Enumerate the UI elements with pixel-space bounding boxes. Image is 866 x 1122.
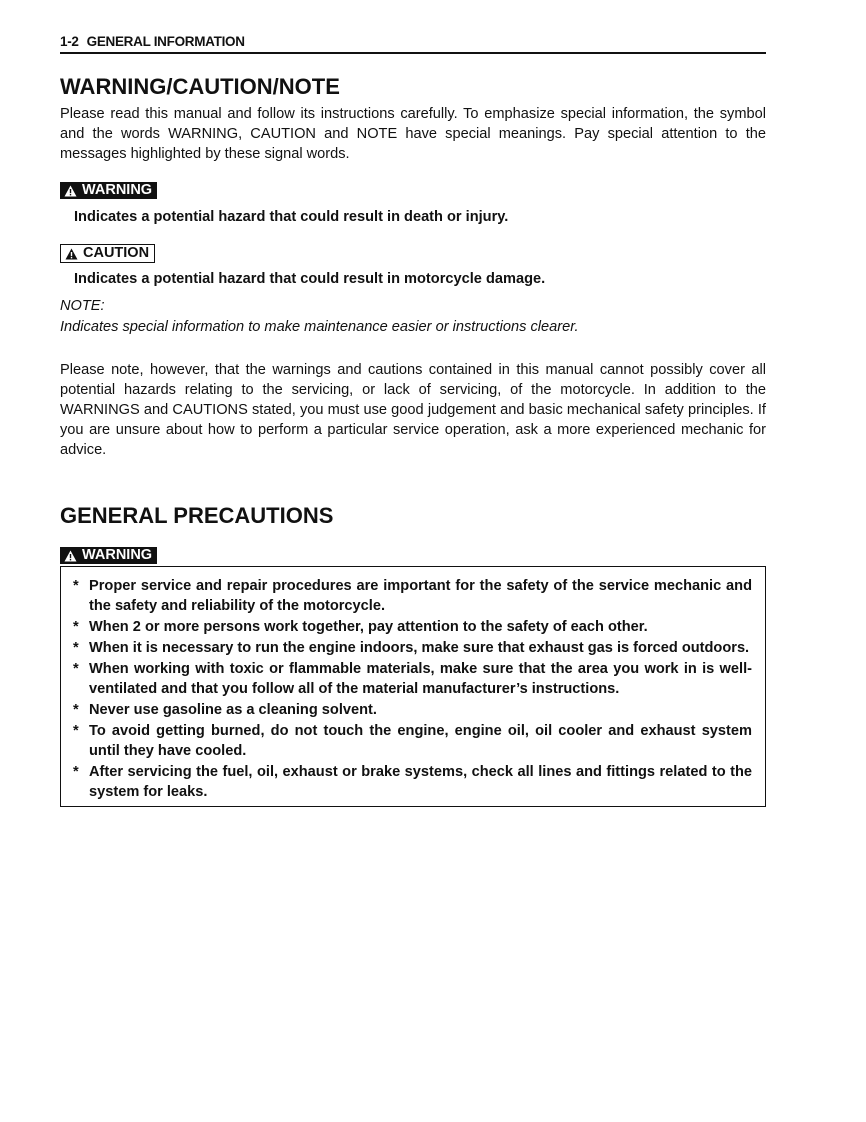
list-item bbox=[73, 638, 752, 658]
list-item bbox=[73, 721, 752, 761]
bullet-asterisk: * bbox=[73, 661, 79, 677]
warning-caution-note-title: WARNING/CAUTION/NOTE bbox=[60, 74, 340, 99]
caution-description: Indicates a potential hazard that could result in motorcycle damage. bbox=[74, 271, 546, 287]
page-number: 1-2 bbox=[60, 34, 79, 49]
bullet-asterisk: * bbox=[73, 723, 79, 739]
bullet-asterisk: * bbox=[73, 702, 79, 718]
list-item bbox=[73, 617, 752, 637]
section-name: GENERAL INFORMATION bbox=[86, 34, 245, 49]
list-item-text: When 2 or more persons work together, pay attention to the safety of each other. bbox=[89, 619, 648, 635]
list-item-text: When working with toxic or flammable materials, make sure that the area you work in is well-ventilated and that you follow all of the material manufacturer’s instructions. bbox=[89, 661, 752, 697]
warning-triangle-icon bbox=[64, 185, 77, 197]
closing-paragraph: Please note, however, that the warnings and cautions contained in this manual cannot possibly cover all potential hazards relating to the servicing, or lack of servicing, of the motorcycle. In addition to the WARNINGS and CAUTIONS stated, you must use good judgement and basic mechanical safety principles. If you are unsure about how to perform a particular service operation, ask a more experienced mechanic for advice. bbox=[60, 362, 766, 458]
general-precautions-title: GENERAL PRECAUTIONS bbox=[60, 503, 334, 528]
precautions-warning-box bbox=[60, 566, 766, 807]
caution-badge bbox=[60, 244, 155, 263]
list-item-text: Never use gasoline as a cleaning solvent. bbox=[89, 702, 377, 718]
bullet-asterisk: * bbox=[73, 578, 79, 594]
list-item-text: After servicing the fuel, oil, exhaust or brake systems, check all lines and fittings related to the system for leaks. bbox=[89, 764, 752, 800]
note-label: NOTE: bbox=[60, 298, 105, 314]
list-item bbox=[73, 659, 752, 699]
precautions-warning-badge bbox=[60, 547, 157, 564]
list-item bbox=[73, 700, 752, 720]
list-item bbox=[73, 762, 752, 802]
caution-badge-label: CAUTION bbox=[83, 245, 150, 261]
warning-badge-label: WARNING bbox=[82, 182, 153, 198]
list-item-text: When it is necessary to run the engine indoors, make sure that exhaust gas is forced outdoors. bbox=[89, 640, 750, 656]
running-header bbox=[60, 34, 766, 54]
precautions-list bbox=[73, 576, 752, 802]
list-item-text: To avoid getting burned, do not touch the engine, engine oil, oil cooler and exhaust system until they have cooled. bbox=[89, 723, 752, 759]
precautions-warning-label: WARNING bbox=[82, 547, 153, 563]
list-item bbox=[73, 576, 752, 616]
bullet-asterisk: * bbox=[73, 764, 79, 780]
list-item-text: Proper service and repair procedures are important for the safety of the service mechanic and the safety and reliability of the motorcycle. bbox=[89, 578, 752, 614]
bullet-asterisk: * bbox=[73, 640, 79, 656]
note-description: Indicates special information to make maintenance easier or instructions clearer. bbox=[60, 319, 579, 335]
caution-triangle-icon bbox=[65, 248, 78, 260]
warning-badge bbox=[60, 182, 157, 199]
warning-description: Indicates a potential hazard that could result in death or injury. bbox=[74, 209, 509, 225]
warning-triangle-icon bbox=[64, 550, 77, 562]
intro-paragraph: Please read this manual and follow its instructions carefully. To emphasize special information, the symbol and the words WARNING, CAUTION and NOTE have special meanings. Pay special attention to the messages highlighted by these signal words. bbox=[60, 106, 766, 162]
bullet-asterisk: * bbox=[73, 619, 79, 635]
